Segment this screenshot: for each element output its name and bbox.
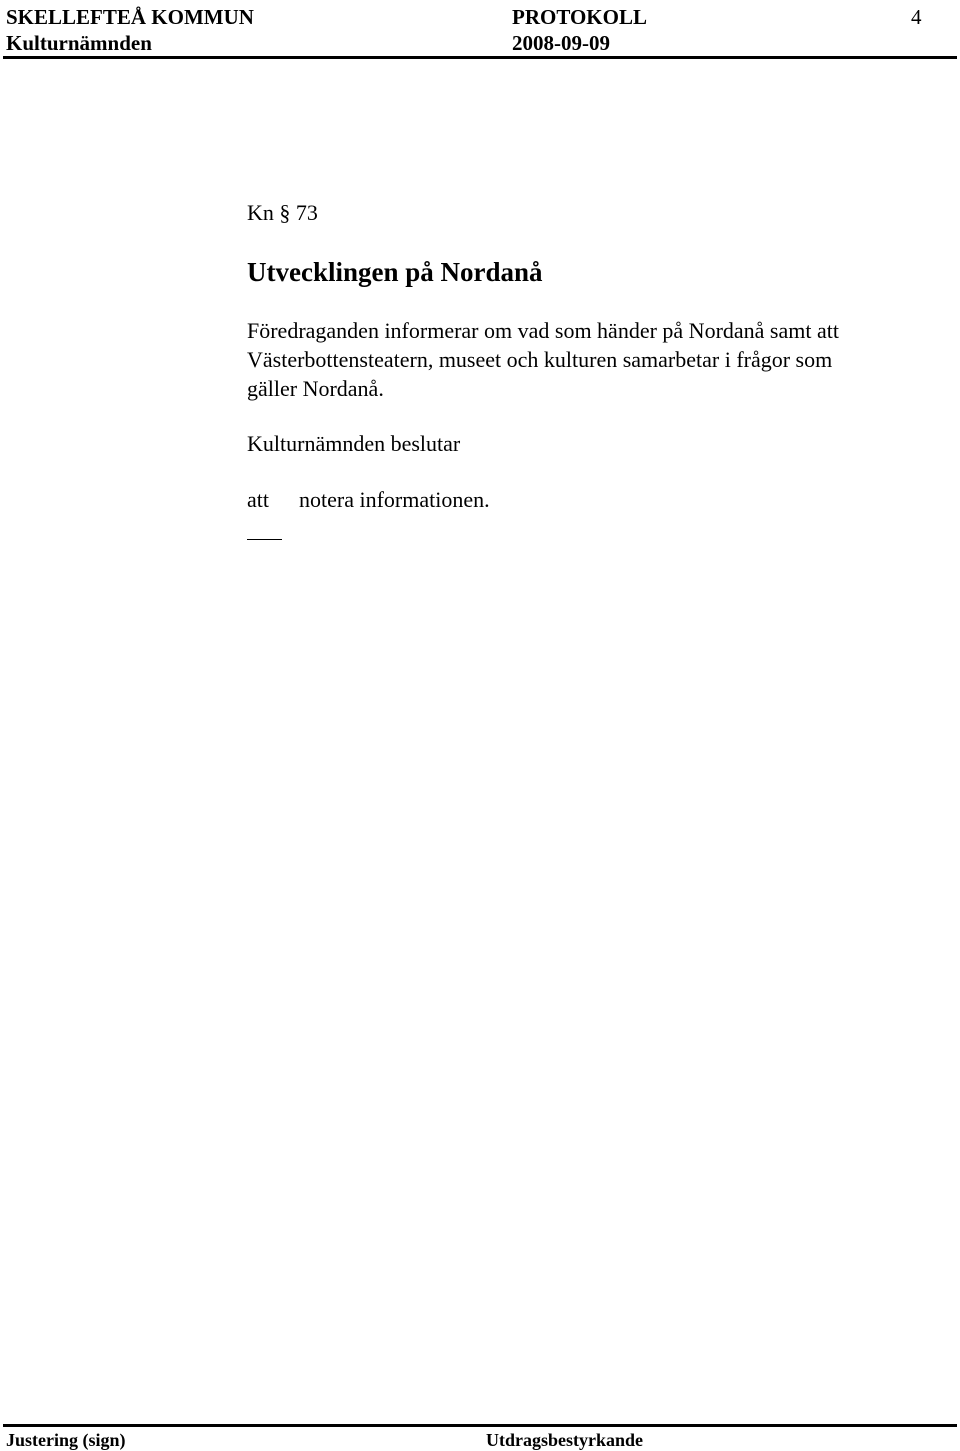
body-line-3: gäller Nordanå. (247, 376, 384, 401)
decision-intro: Kulturnämnden beslutar (247, 431, 461, 456)
paragraph-reference: Kn § 73 (247, 200, 318, 225)
header-rule (3, 56, 957, 59)
document-type: PROTOKOLL (512, 5, 647, 29)
page-number: 4 (911, 5, 922, 29)
decision-text: notera informationen. (299, 487, 490, 512)
municipality-name: SKELLEFTEÅ KOMMUN (6, 5, 254, 29)
section-title: Utvecklingen på Nordanå (247, 257, 543, 287)
footer-utdragsbestyrkande: Utdragsbestyrkande (486, 1430, 644, 1450)
body-line-2: Västerbottensteatern, museet och kulturen samarbetar i frågor som (247, 347, 833, 372)
footer-justering: Justering (sign) (6, 1430, 126, 1450)
meeting-date: 2008-09-09 (512, 31, 610, 55)
decision-end-line (247, 539, 282, 540)
footer-rule (3, 1424, 957, 1427)
decision-prefix: att (247, 487, 269, 512)
committee-name: Kulturnämnden (6, 31, 152, 55)
body-line-1: Föredraganden informerar om vad som händer på Nordanå samt att (247, 318, 839, 343)
